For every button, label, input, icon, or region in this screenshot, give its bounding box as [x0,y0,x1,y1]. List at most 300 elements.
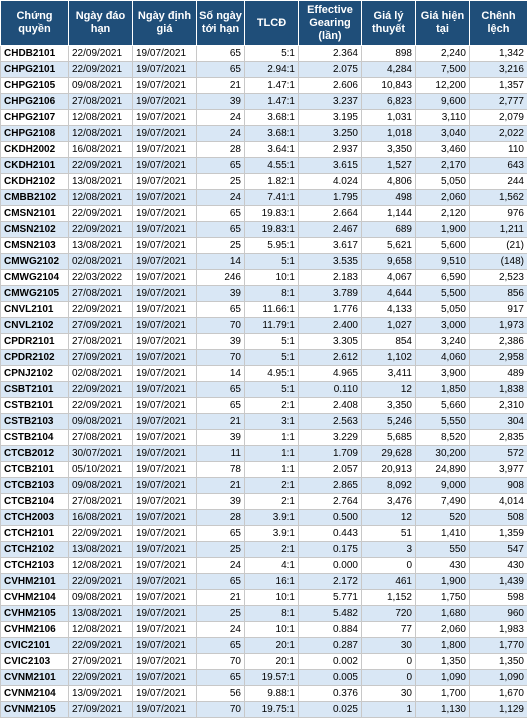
warrant-code-cell: CTCH2003 [1,510,69,526]
conversion-ratio-cell: 8:1 [245,286,299,302]
warrant-code-cell: CVIC2103 [1,654,69,670]
maturity-date-cell: 05/10/2021 [69,462,133,478]
difference-cell: 1,670 [470,686,527,702]
maturity-date-cell: 22/09/2021 [69,670,133,686]
difference-cell: 2,310 [470,398,527,414]
current-price-cell: 2,120 [416,206,470,222]
valuation-date-cell: 19/07/2021 [133,366,197,382]
days-to-maturity-cell: 21 [197,414,245,430]
difference-cell: 643 [470,158,527,174]
valuation-date-cell: 19/07/2021 [133,510,197,526]
days-to-maturity-cell: 65 [197,526,245,542]
days-to-maturity-cell: 70 [197,318,245,334]
warrant-code-cell: CSTB2103 [1,414,69,430]
current-price-cell: 1,130 [416,702,470,718]
current-price-cell: 8,520 [416,430,470,446]
effective-gearing-cell: 2.865 [299,478,362,494]
theoretical-price-cell: 4,067 [362,270,416,286]
valuation-date-cell: 19/07/2021 [133,446,197,462]
valuation-date-cell: 19/07/2021 [133,78,197,94]
current-price-cell: 3,460 [416,142,470,158]
warrant-code-cell: CHPG2105 [1,78,69,94]
theoretical-price-cell: 3 [362,542,416,558]
maturity-date-cell: 22/03/2022 [69,270,133,286]
warrant-code-cell: CTCB2012 [1,446,69,462]
warrant-code-cell: CPDR2102 [1,350,69,366]
valuation-date-cell: 19/07/2021 [133,686,197,702]
theoretical-price-cell: 1 [362,702,416,718]
effective-gearing-cell: 2.612 [299,350,362,366]
difference-cell: 508 [470,510,527,526]
difference-cell: 2,022 [470,126,527,142]
table-row [1,606,527,622]
days-to-maturity-cell: 28 [197,142,245,158]
effective-gearing-cell: 2.467 [299,222,362,238]
days-to-maturity-cell: 78 [197,462,245,478]
maturity-date-cell: 27/09/2021 [69,702,133,718]
table-row [1,270,527,286]
table-row [1,638,527,654]
warrant-code-cell: CTCH2102 [1,542,69,558]
warrant-code-cell: CTCB2104 [1,494,69,510]
warrant-code-cell: CKDH2101 [1,158,69,174]
conversion-ratio-cell: 11.66:1 [245,302,299,318]
maturity-date-cell: 27/08/2021 [69,286,133,302]
conversion-ratio-cell: 3.9:1 [245,510,299,526]
table-row [1,526,527,542]
maturity-date-cell: 27/09/2021 [69,318,133,334]
difference-cell: (21) [470,238,527,254]
conversion-ratio-cell: 4.95:1 [245,366,299,382]
warrant-code-cell: CTCH2103 [1,558,69,574]
maturity-date-cell: 13/09/2021 [69,686,133,702]
difference-cell: 960 [470,606,527,622]
difference-cell: 2,958 [470,350,527,366]
conversion-ratio-cell: 5.95:1 [245,238,299,254]
warrant-code-cell: CKDH2102 [1,174,69,190]
difference-cell: 1,211 [470,222,527,238]
days-to-maturity-cell: 24 [197,110,245,126]
conversion-ratio-cell: 10:1 [245,270,299,286]
theoretical-price-cell: 20,913 [362,462,416,478]
current-price-cell: 520 [416,510,470,526]
days-to-maturity-cell: 21 [197,590,245,606]
effective-gearing-cell: 2.408 [299,398,362,414]
header-valuation-date: Ngày định giá [133,1,197,46]
difference-cell: 2,523 [470,270,527,286]
theoretical-price-cell: 5,685 [362,430,416,446]
effective-gearing-cell: 0.443 [299,526,362,542]
warrant-code-cell: CMBB2102 [1,190,69,206]
difference-cell: 3,977 [470,462,527,478]
current-price-cell: 3,040 [416,126,470,142]
days-to-maturity-cell: 65 [197,398,245,414]
difference-cell: 1,359 [470,526,527,542]
current-price-cell: 5,050 [416,302,470,318]
difference-cell: 430 [470,558,527,574]
effective-gearing-cell: 1.776 [299,302,362,318]
effective-gearing-cell: 3.237 [299,94,362,110]
effective-gearing-cell: 2.563 [299,414,362,430]
valuation-date-cell: 19/07/2021 [133,430,197,446]
table-row [1,670,527,686]
maturity-date-cell: 22/09/2021 [69,398,133,414]
valuation-date-cell: 19/07/2021 [133,398,197,414]
conversion-ratio-cell: 20:1 [245,654,299,670]
conversion-ratio-cell: 2:1 [245,494,299,510]
effective-gearing-cell: 3.195 [299,110,362,126]
conversion-ratio-cell: 3:1 [245,414,299,430]
current-price-cell: 5,500 [416,286,470,302]
theoretical-price-cell: 1,031 [362,110,416,126]
difference-cell: 856 [470,286,527,302]
conversion-ratio-cell: 3.68:1 [245,110,299,126]
header-effective-gearing: Effective Gearing (lần) [299,1,362,46]
days-to-maturity-cell: 65 [197,670,245,686]
theoretical-price-cell: 3,476 [362,494,416,510]
table-row [1,286,527,302]
days-to-maturity-cell: 65 [197,158,245,174]
theoretical-price-cell: 689 [362,222,416,238]
warrant-code-cell: CSTB2104 [1,430,69,446]
theoretical-price-cell: 4,644 [362,286,416,302]
days-to-maturity-cell: 65 [197,382,245,398]
conversion-ratio-cell: 5:1 [245,350,299,366]
current-price-cell: 2,170 [416,158,470,174]
effective-gearing-cell: 2.364 [299,46,362,62]
difference-cell: 3,216 [470,62,527,78]
effective-gearing-cell: 4.965 [299,366,362,382]
maturity-date-cell: 22/09/2021 [69,46,133,62]
theoretical-price-cell: 10,843 [362,78,416,94]
days-to-maturity-cell: 24 [197,190,245,206]
difference-cell: 547 [470,542,527,558]
valuation-date-cell: 19/07/2021 [133,702,197,718]
maturity-date-cell: 22/09/2021 [69,158,133,174]
maturity-date-cell: 13/08/2021 [69,606,133,622]
warrant-code-cell: CVIC2101 [1,638,69,654]
table-row [1,558,527,574]
difference-cell: 244 [470,174,527,190]
table-row [1,494,527,510]
header-days-to-maturity: Số ngày tới hạn [197,1,245,46]
theoretical-price-cell: 8,092 [362,478,416,494]
warrant-code-cell: CTCH2101 [1,526,69,542]
warrant-code-cell: CPDR2101 [1,334,69,350]
conversion-ratio-cell: 1.47:1 [245,78,299,94]
days-to-maturity-cell: 21 [197,478,245,494]
difference-cell: 1,983 [470,622,527,638]
days-to-maturity-cell: 11 [197,446,245,462]
current-price-cell: 3,000 [416,318,470,334]
theoretical-price-cell: 1,144 [362,206,416,222]
theoretical-price-cell: 0 [362,558,416,574]
conversion-ratio-cell: 4.55:1 [245,158,299,174]
effective-gearing-cell: 1.795 [299,190,362,206]
effective-gearing-cell: 2.075 [299,62,362,78]
valuation-date-cell: 19/07/2021 [133,558,197,574]
days-to-maturity-cell: 25 [197,174,245,190]
effective-gearing-cell: 4.024 [299,174,362,190]
table-row [1,350,527,366]
table-row [1,254,527,270]
current-price-cell: 430 [416,558,470,574]
theoretical-price-cell: 6,823 [362,94,416,110]
header-warrant: Chứng quyền [1,1,69,46]
valuation-date-cell: 19/07/2021 [133,478,197,494]
header-conversion-ratio: TLCĐ [245,1,299,46]
effective-gearing-cell: 3.535 [299,254,362,270]
valuation-date-cell: 19/07/2021 [133,110,197,126]
theoretical-price-cell: 30 [362,638,416,654]
theoretical-price-cell: 29,628 [362,446,416,462]
days-to-maturity-cell: 39 [197,494,245,510]
current-price-cell: 30,200 [416,446,470,462]
warrant-code-cell: CMSN2101 [1,206,69,222]
maturity-date-cell: 27/08/2021 [69,430,133,446]
current-price-cell: 5,050 [416,174,470,190]
effective-gearing-cell: 0.110 [299,382,362,398]
conversion-ratio-cell: 8:1 [245,606,299,622]
table-row [1,158,527,174]
current-price-cell: 1,800 [416,638,470,654]
table-row [1,446,527,462]
theoretical-price-cell: 0 [362,670,416,686]
difference-cell: 917 [470,302,527,318]
current-price-cell: 1,700 [416,686,470,702]
valuation-date-cell: 19/07/2021 [133,462,197,478]
table-row [1,462,527,478]
difference-cell: 304 [470,414,527,430]
conversion-ratio-cell: 5:1 [245,254,299,270]
conversion-ratio-cell: 9.88:1 [245,686,299,702]
valuation-date-cell: 19/07/2021 [133,318,197,334]
difference-cell: 1,129 [470,702,527,718]
current-price-cell: 1,680 [416,606,470,622]
valuation-date-cell: 19/07/2021 [133,670,197,686]
valuation-date-cell: 19/07/2021 [133,206,197,222]
days-to-maturity-cell: 65 [197,206,245,222]
maturity-date-cell: 12/08/2021 [69,126,133,142]
days-to-maturity-cell: 39 [197,430,245,446]
current-price-cell: 24,890 [416,462,470,478]
valuation-date-cell: 19/07/2021 [133,654,197,670]
difference-cell: 598 [470,590,527,606]
table-row [1,174,527,190]
days-to-maturity-cell: 56 [197,686,245,702]
conversion-ratio-cell: 5:1 [245,382,299,398]
effective-gearing-cell: 3.789 [299,286,362,302]
theoretical-price-cell: 77 [362,622,416,638]
table-row [1,206,527,222]
days-to-maturity-cell: 25 [197,542,245,558]
valuation-date-cell: 19/07/2021 [133,302,197,318]
current-price-cell: 4,060 [416,350,470,366]
maturity-date-cell: 27/09/2021 [69,654,133,670]
current-price-cell: 1,900 [416,222,470,238]
effective-gearing-cell: 0.002 [299,654,362,670]
theoretical-price-cell: 12 [362,510,416,526]
difference-cell: 1,090 [470,670,527,686]
conversion-ratio-cell: 5:1 [245,46,299,62]
conversion-ratio-cell: 3.9:1 [245,526,299,542]
table-row [1,414,527,430]
valuation-date-cell: 19/07/2021 [133,238,197,254]
valuation-date-cell: 19/07/2021 [133,270,197,286]
maturity-date-cell: 22/09/2021 [69,206,133,222]
effective-gearing-cell: 2.764 [299,494,362,510]
maturity-date-cell: 12/08/2021 [69,622,133,638]
theoretical-price-cell: 5,246 [362,414,416,430]
valuation-date-cell: 19/07/2021 [133,126,197,142]
warrant-code-cell: CSBT2101 [1,382,69,398]
warrant-code-cell: CPNJ2102 [1,366,69,382]
theoretical-price-cell: 1,027 [362,318,416,334]
conversion-ratio-cell: 1.47:1 [245,94,299,110]
warrant-code-cell: CVHM2104 [1,590,69,606]
maturity-date-cell: 22/09/2021 [69,302,133,318]
days-to-maturity-cell: 246 [197,270,245,286]
maturity-date-cell: 22/09/2021 [69,222,133,238]
table-row [1,590,527,606]
table-row [1,574,527,590]
current-price-cell: 5,660 [416,398,470,414]
warrant-code-cell: CHPG2101 [1,62,69,78]
current-price-cell: 6,590 [416,270,470,286]
difference-cell: 2,835 [470,430,527,446]
difference-cell: 2,079 [470,110,527,126]
warrant-code-cell: CMWG2102 [1,254,69,270]
current-price-cell: 550 [416,542,470,558]
maturity-date-cell: 02/08/2021 [69,366,133,382]
warrant-code-cell: CVHM2106 [1,622,69,638]
table-row [1,478,527,494]
theoretical-price-cell: 0 [362,654,416,670]
theoretical-price-cell: 3,350 [362,398,416,414]
maturity-date-cell: 12/08/2021 [69,190,133,206]
maturity-date-cell: 02/08/2021 [69,254,133,270]
difference-cell: 2,386 [470,334,527,350]
maturity-date-cell: 30/07/2021 [69,446,133,462]
conversion-ratio-cell: 11.79:1 [245,318,299,334]
conversion-ratio-cell: 3.68:1 [245,126,299,142]
effective-gearing-cell: 0.287 [299,638,362,654]
effective-gearing-cell: 2.664 [299,206,362,222]
warrant-code-cell: CHPG2107 [1,110,69,126]
current-price-cell: 3,110 [416,110,470,126]
warrant-code-cell: CHDB2101 [1,46,69,62]
effective-gearing-cell: 3.229 [299,430,362,446]
table-row [1,702,527,718]
theoretical-price-cell: 12 [362,382,416,398]
maturity-date-cell: 09/08/2021 [69,478,133,494]
days-to-maturity-cell: 65 [197,46,245,62]
valuation-date-cell: 19/07/2021 [133,414,197,430]
current-price-cell: 3,900 [416,366,470,382]
days-to-maturity-cell: 70 [197,350,245,366]
valuation-date-cell: 19/07/2021 [133,350,197,366]
conversion-ratio-cell: 1:1 [245,430,299,446]
maturity-date-cell: 09/08/2021 [69,590,133,606]
valuation-date-cell: 19/07/2021 [133,142,197,158]
conversion-ratio-cell: 7.41:1 [245,190,299,206]
maturity-date-cell: 16/08/2021 [69,142,133,158]
maturity-date-cell: 13/08/2021 [69,174,133,190]
table-header [1,1,527,46]
table-row [1,430,527,446]
table-row [1,686,527,702]
conversion-ratio-cell: 1.82:1 [245,174,299,190]
table-row [1,622,527,638]
difference-cell: 110 [470,142,527,158]
effective-gearing-cell: 0.175 [299,542,362,558]
conversion-ratio-cell: 2:1 [245,542,299,558]
effective-gearing-cell: 2.400 [299,318,362,334]
effective-gearing-cell: 2.057 [299,462,362,478]
warrant-code-cell: CTCB2103 [1,478,69,494]
conversion-ratio-cell: 1:1 [245,446,299,462]
current-price-cell: 2,060 [416,622,470,638]
theoretical-price-cell: 3,411 [362,366,416,382]
theoretical-price-cell: 4,133 [362,302,416,318]
valuation-date-cell: 19/07/2021 [133,190,197,206]
table-row [1,654,527,670]
days-to-maturity-cell: 24 [197,126,245,142]
days-to-maturity-cell: 65 [197,62,245,78]
maturity-date-cell: 27/08/2021 [69,494,133,510]
maturity-date-cell: 27/08/2021 [69,94,133,110]
current-price-cell: 1,410 [416,526,470,542]
current-price-cell: 9,510 [416,254,470,270]
difference-cell: 1,342 [470,46,527,62]
warrant-code-cell: CMSN2103 [1,238,69,254]
conversion-ratio-cell: 2:1 [245,478,299,494]
maturity-date-cell: 22/09/2021 [69,382,133,398]
table-row [1,302,527,318]
warrant-code-cell: CVHM2105 [1,606,69,622]
difference-cell: 1,439 [470,574,527,590]
warrant-code-cell: CNVL2101 [1,302,69,318]
current-price-cell: 7,500 [416,62,470,78]
theoretical-price-cell: 498 [362,190,416,206]
current-price-cell: 1,090 [416,670,470,686]
conversion-ratio-cell: 2:1 [245,398,299,414]
maturity-date-cell: 22/09/2021 [69,526,133,542]
valuation-date-cell: 19/07/2021 [133,590,197,606]
table-row [1,318,527,334]
effective-gearing-cell: 3.305 [299,334,362,350]
warrant-code-cell: CVHM2101 [1,574,69,590]
current-price-cell: 2,060 [416,190,470,206]
current-price-cell: 5,550 [416,414,470,430]
days-to-maturity-cell: 25 [197,238,245,254]
table-row [1,110,527,126]
table-row [1,126,527,142]
warrant-code-cell: CKDH2002 [1,142,69,158]
warrant-code-cell: CTCB2101 [1,462,69,478]
current-price-cell: 2,240 [416,46,470,62]
table-body [1,46,527,718]
conversion-ratio-cell: 10:1 [245,590,299,606]
header-row [1,1,527,46]
table-row [1,46,527,62]
valuation-date-cell: 19/07/2021 [133,606,197,622]
effective-gearing-cell: 5.771 [299,590,362,606]
effective-gearing-cell: 2.606 [299,78,362,94]
theoretical-price-cell: 30 [362,686,416,702]
effective-gearing-cell: 3.615 [299,158,362,174]
conversion-ratio-cell: 19.83:1 [245,222,299,238]
